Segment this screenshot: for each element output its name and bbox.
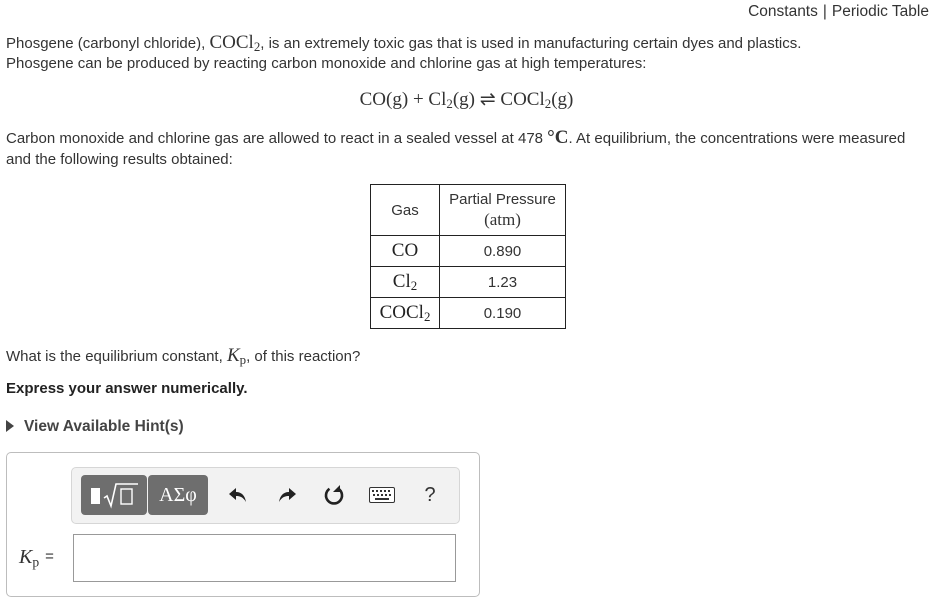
eq-product-cocl2: COCl$_2$(g) bbox=[500, 89, 574, 112]
answer-panel bbox=[6, 452, 480, 597]
keyboard-button[interactable] bbox=[366, 479, 398, 511]
intro-line1-suffix: , is an extremely toxic gas that is used in manufacturing certain dyes and plastics. bbox=[260, 35, 802, 52]
help-button[interactable]: ? bbox=[424, 483, 436, 506]
pressure-table bbox=[370, 184, 566, 329]
eq-arrow: ⇌ bbox=[479, 89, 496, 110]
eq-reactant-co: CO(g) bbox=[359, 89, 409, 110]
eq-reactant-cl2: $Cl_2(g)$ bbox=[428, 89, 475, 112]
intro-line1-prefix: Phosgene (carbonyl chloride), bbox=[6, 35, 210, 52]
reaction-equation bbox=[0, 88, 933, 111]
header-partial-pressure: Partial Pressure (atm) bbox=[440, 185, 566, 236]
header-gas: Gas bbox=[371, 185, 440, 236]
intro-paragraph bbox=[6, 33, 916, 74]
kp-answer-label: $K_p$ = bbox=[19, 546, 54, 570]
kp-symbol: $K_p$ bbox=[226, 345, 247, 368]
pressure-cell: 0.190 bbox=[440, 298, 566, 329]
conditions-paragraph bbox=[6, 127, 921, 170]
keyboard-icon bbox=[369, 487, 395, 503]
top-links bbox=[748, 3, 929, 21]
table-row bbox=[371, 298, 566, 329]
reset-icon bbox=[323, 484, 345, 506]
view-hints-toggle[interactable] bbox=[6, 418, 184, 436]
link-separator: | bbox=[822, 3, 827, 20]
reset-button[interactable] bbox=[318, 479, 350, 511]
redo-icon bbox=[277, 486, 297, 504]
kp-answer-input[interactable] bbox=[73, 534, 456, 582]
periodic-table-link[interactable]: Periodic Table bbox=[831, 3, 929, 20]
hint-label: View Available Hint(s) bbox=[24, 418, 184, 435]
conditions-text-after: . At equilibrium, the concentrations were measured and the following results obtained: bbox=[6, 130, 906, 168]
undo-icon bbox=[228, 486, 248, 504]
math-toolbar bbox=[71, 467, 460, 524]
symbols-button[interactable]: ΑΣφ bbox=[148, 475, 208, 515]
eq-plus: + bbox=[412, 89, 424, 110]
undo-button[interactable] bbox=[222, 479, 254, 511]
redo-button[interactable] bbox=[271, 479, 303, 511]
constants-link[interactable]: Constants bbox=[748, 3, 818, 20]
table-row bbox=[371, 267, 566, 298]
gas-cell: COCl$_2$ bbox=[371, 298, 440, 329]
templates-icon bbox=[88, 480, 140, 510]
gas-cell: $Cl_2$ bbox=[371, 267, 440, 298]
gas-cell: CO bbox=[371, 236, 440, 267]
pressure-cell: 1.23 bbox=[440, 267, 566, 298]
header-unit: (atm) bbox=[484, 209, 521, 229]
intro-line2: Phosgene can be produced by reacting carbon monoxide and chlorine gas at high temperatures: bbox=[6, 55, 647, 72]
instruction-text: Express your answer numerically. bbox=[6, 380, 248, 397]
pressure-cell: 0.890 bbox=[440, 236, 566, 267]
templates-button[interactable] bbox=[81, 475, 147, 515]
table-row bbox=[371, 236, 566, 267]
phosgene-formula: COCl$_2$ bbox=[209, 32, 261, 55]
conditions-text-before: Carbon monoxide and chlorine gas are allowed to react in a sealed vessel at 478 bbox=[6, 130, 548, 147]
temperature-unit: °C bbox=[547, 127, 569, 148]
expand-triangle-icon bbox=[6, 420, 14, 432]
question-text: What is the equilibrium constant, $K_p$, of this reaction? bbox=[6, 345, 361, 368]
table-header-row bbox=[371, 185, 566, 236]
